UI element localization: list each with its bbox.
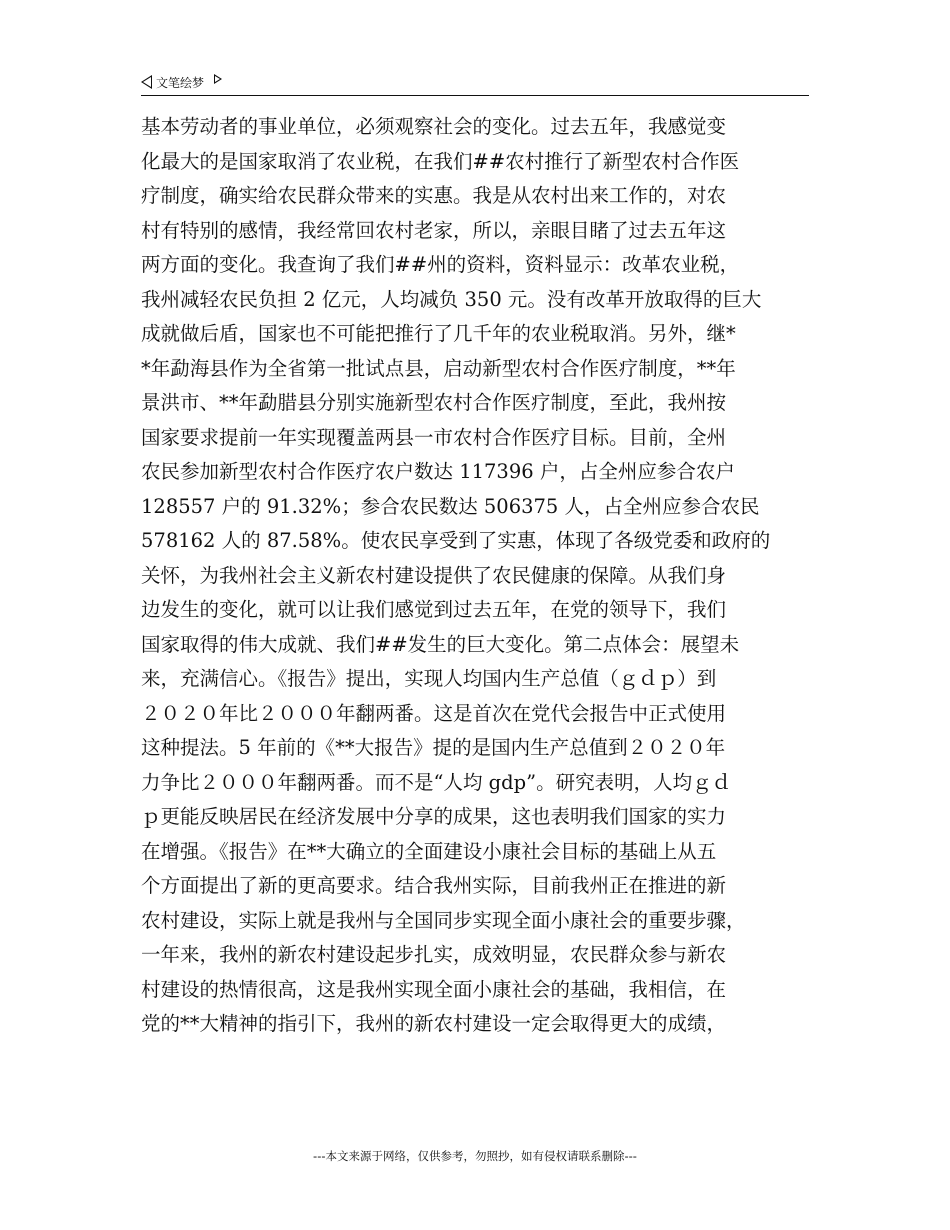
header-title: 文笔绘梦 [156,75,205,90]
body-line: 基本劳动者的事业单位，必须观察社会的变化。过去五年，我感觉变 [141,115,727,138]
body-line: 成就做后盾，国家也不可能把推行了几千年的农业税取消。另外，继* [141,322,736,345]
body-line: 疗制度，确实给农民群众带来的实惠。我是从农村出来工作的，对农 [141,184,727,207]
body-line: 一年来，我州的新农村建设起步扎实，成效明显，农民群众参与新农 [141,943,727,966]
body-line: 关怀，为我州社会主义新农村建设提供了农民健康的保障。从我们身 [141,563,727,587]
body-line: 来，充满信心。《报告》提出，实现人均国内生产总值（ｇｄｐ）到 [141,667,717,690]
body-line: 村有特别的感情，我经常回农村老家，所以，亲眼目睹了过去五年这 [141,218,727,242]
body-line: *年勐海县作为全省第一批试点县，启动新型农村合作医疗制度，**年 [141,356,736,380]
body-line: 化最大的是国家取消了农业税，在我们##农村推行了新型农村合作医 [141,149,740,173]
footer-notice: ---本文来源于网络，仅供参考，勿照抄，如有侵权请联系删除--- [313,1149,637,1163]
body-line: 国家要求提前一年实现覆盖两县一市农村合作医疗目标。目前，全州 [141,425,727,449]
body-line: 党的**大精神的指引下，我州的新农村建设一定会取得更大的成绩， [141,1012,727,1035]
body-line: 村建设的热情很高，这是我州实现全面小康社会的基础，我相信，在 [141,977,727,1001]
body-line: 个方面提出了新的更高要求。结合我州实际，目前我州正在推进的新 [141,874,727,897]
body-line: 128557 户的 91.32%；参合农民数达 506375 人，占全州应参合农民 [141,494,760,518]
body-line: 我州减轻农民负担 2 亿元，人均减负 350 元。没有改革开放取得的巨大 [141,287,762,311]
triangle-left-icon [141,75,152,89]
body-line: 景洪市、**年勐腊县分别实施新型农村合作医疗制度，至此，我州按 [141,391,727,414]
body-line: 边发生的变化，就可以让我们感觉到过去五年，在党的领导下，我们 [141,598,727,621]
document-header [141,72,222,92]
body-line: ｐ更能反映居民在经济发展中分享的成果，这也表明我们国家的实力 [141,805,727,828]
header-divider [141,95,809,96]
body-line: 农民参加新型农村合作医疗农户数达 117396 户，占全州应参合农户 [141,460,735,483]
body-line: 农村建设，实际上就是我州与全国同步实现全面小康社会的重要步骤， [141,908,746,932]
body-text [141,110,811,1042]
body-line: 国家取得的伟大成就、我们##发生的巨大变化。第二点体会：展望未 [141,632,740,656]
body-line: 力争比２０００年翻两番。而不是“人均 gdp”。研究表明，人均ｇｄ [141,770,732,794]
body-line: 这种提法。5 年前的《**大报告》提的是国内生产总值到２０２０年 [141,736,726,759]
triangle-right-icon [214,74,222,84]
body-line: 两方面的变化。我查询了我们##州的资料，资料显示：改革农业税， [141,253,740,276]
body-line: 在增强。《报告》在**大确立的全面建设小康社会目标的基础上从五 [141,839,717,863]
body-line: ２０２０年比２０００年翻两番。这是首次在党代会报告中正式使用 [141,701,727,725]
body-line: 578162 人的 87.58%。使农民享受到了实惠，体现了各级党委和政府的 [141,529,771,552]
